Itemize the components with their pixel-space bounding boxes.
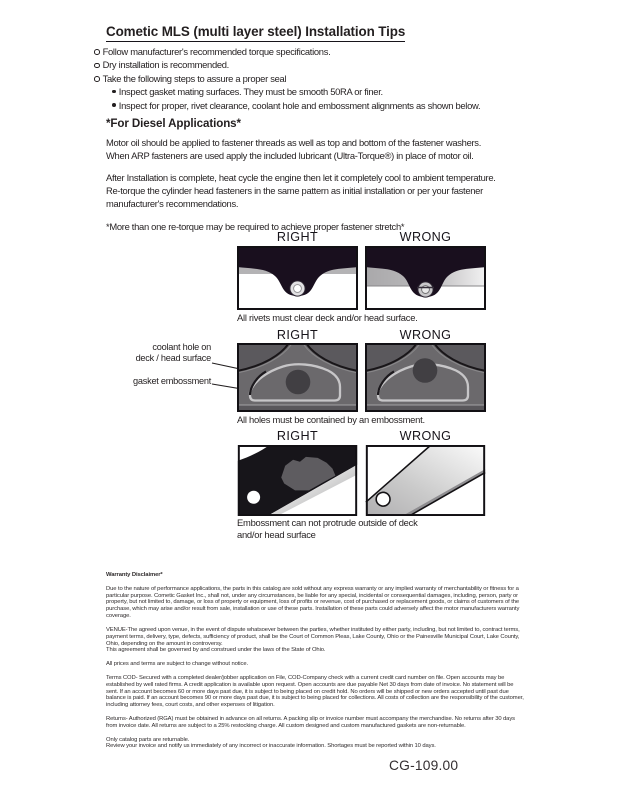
hole-diagram-right xyxy=(237,343,358,412)
tip-text: Take the following steps to assure a proper seal xyxy=(102,72,287,84)
callout-coolant-hole-label: coolant hole on deck / head surface xyxy=(135,342,211,363)
embossment-diagram-right xyxy=(237,445,358,516)
diesel-para-2: After Installation is complete, heat cycle the engine then let it completely cool to ambient temperature. Re-torque the cylinder head fasteners in the same pattern as initial installation or per your fastener manufacturer's recommendations. xyxy=(106,172,496,210)
bullet-circle-icon xyxy=(94,76,100,82)
sub-tip-item xyxy=(112,85,514,98)
diagram-caption-rivets: All rivets must clear deck and/or head surface. xyxy=(237,312,418,323)
wrong-label: WRONG xyxy=(399,429,452,443)
bullet-dot-icon xyxy=(112,90,116,94)
tips-list xyxy=(94,45,514,112)
doc-code: CG-109.00 xyxy=(389,758,459,773)
rivet-right-illustration xyxy=(237,246,358,310)
callout-gasket-embossment-label: gasket embossment xyxy=(133,376,211,386)
legal-paragraph: VENUE-The agreed upon venue, in the event of dispute whatsoever between the parties, whether instituted by either party, including, but not limited to, contract terms, payment terms, delivery, type, defects, sufficiency of product, shall be the Court of Common Pleas, Lake County, Ohio or the Painesville Municipal Court, Lake County, Ohio, depending on the amount in controversy. xyxy=(106,626,520,647)
diagram-caption-holes: All holes must be contained by an embossment. xyxy=(237,414,425,425)
bullet-dot-icon xyxy=(112,103,116,107)
wrong-label: WRONG xyxy=(399,328,452,342)
diesel-heading: *For Diesel Applications* xyxy=(106,117,241,130)
hole-diagram-wrong xyxy=(365,343,486,412)
embossment-right-illustration xyxy=(237,445,358,516)
wrong-label: WRONG xyxy=(399,230,452,244)
legal-paragraph: Only catalog parts are returnable. xyxy=(106,736,190,743)
diesel-para-1: Motor oil should be applied to fastener threads as well as top and bottom of the fastener washers. When ARP fasteners are used apply the included lubricant (Ultra-Torque®) in place of motor oil. xyxy=(106,137,482,162)
tip-item xyxy=(94,58,514,71)
legal-paragraph: Review your invoice and notify us immediately of any incorrect or inaccurate information. Shortages must be reported within 10 days. xyxy=(106,743,436,750)
right-label: RIGHT xyxy=(276,429,319,443)
diagram-row2-labels xyxy=(237,328,486,342)
legal-paragraph: Due to the nature of performance applications, the parts in this catalog are sold without any express warranty or any implied warranty of merchantability or fitness for a particular purpose. Cometic Gasket Inc., shall not, under any circumstances, be liable for any special, incidental or consequential damages, including, person, party or property, but not limited to, damage, or loss of property or equipment, loss of profits or revenue, cost of purchased or replacement goods, or claims of customers of the purchase, which may arise and/or result from sale, installation or use of these parts. Installation of these parts could adversely affect the motor manufacturers warranty coverage. xyxy=(106,585,520,620)
tip-text: Dry installation is recommended. xyxy=(102,59,229,71)
right-label: RIGHT xyxy=(276,230,319,244)
sub-tip-text: Inspect for proper, rivet clearance, coolant hole and embossment alignments as shown below. xyxy=(118,99,481,111)
tip-item xyxy=(94,45,514,58)
legal-paragraph: Terms COD- Secured with a completed dealer/jobber application on File, COD-Company check with a current credit card number on file. Open accounts may be established by well rated firms. A credit application is available upon request. Open accounts are due payable Net 30 days from date of invoice. No statement will be sent. If an account becomes 60 or more days past due, it is subject to being placed on credit hold. No orders will be shipped or new orders accepted until past due balance is paid. If an account becomes 90 or more days past due, it is subject to being placed for collections. All costs of collection are the responsibility of the customer, including attorney fees, court costs, and other expenses of litigation. xyxy=(106,674,524,709)
warranty-heading: Warranty Disclaimer* xyxy=(106,572,163,578)
rivet-diagram-right xyxy=(237,246,358,310)
legal-paragraph: This agreement shall be governed by and construed under the laws of the State of Ohio. xyxy=(106,647,326,654)
embossment-diagram-wrong xyxy=(365,445,486,516)
rivet-diagram-wrong xyxy=(365,246,486,310)
legal-paragraph: Returns- Authorized (RGA) must be obtained in advance on all returns. A packing slip or invoice number must accompany the merchandise. No returns after 30 days from invoice date. All returns are subject to a 25% restocking charge. All custom designed and custom manufactured gaskets are non-returnable. xyxy=(106,715,515,729)
hole-wrong-illustration xyxy=(365,343,486,412)
rivet-wrong-illustration xyxy=(365,246,486,310)
legal-section xyxy=(106,572,525,757)
sub-tip-text: Inspect gasket mating surfaces. They must be smooth 50RA or finer. xyxy=(118,86,383,98)
embossment-wrong-illustration xyxy=(365,445,486,516)
diagram-caption-embossment: Embossment can not protrude outside of deck and/or head surface xyxy=(237,517,418,540)
sub-tip-item xyxy=(112,99,514,112)
diagram-row3-labels xyxy=(237,429,486,443)
tip-item xyxy=(94,72,514,85)
page-title: Cometic MLS (multi layer steel) Installation Tips xyxy=(106,24,405,42)
bullet-circle-icon xyxy=(94,63,100,69)
diagram-row1-labels xyxy=(237,230,486,244)
right-label: RIGHT xyxy=(276,328,319,342)
legal-paragraph: All prices and terms are subject to change without notice. xyxy=(106,661,248,668)
retorque-note: *More than one re-torque may be required to achieve proper fastener stretch* xyxy=(106,221,405,232)
hole-right-illustration xyxy=(237,343,358,412)
bullet-circle-icon xyxy=(94,49,100,55)
tip-text: Follow manufacturer's recommended torque specifications. xyxy=(102,46,331,57)
